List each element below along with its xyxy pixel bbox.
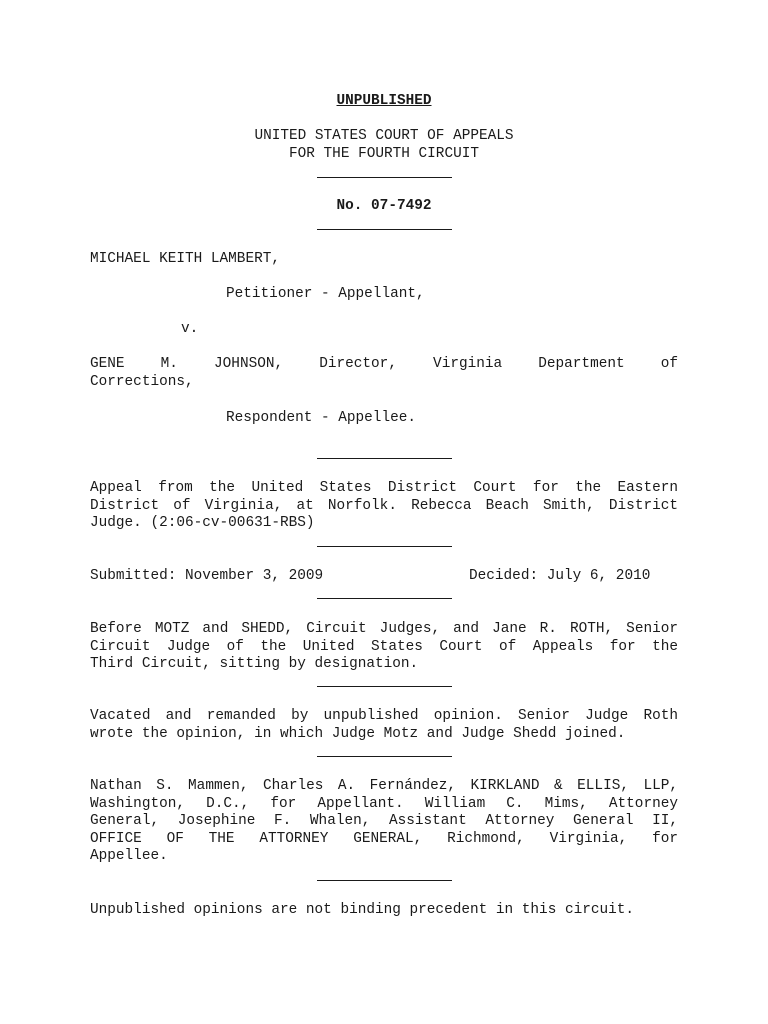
disposition-line: Vacated and remanded by unpublished opinion. Senior Judge Roth	[90, 708, 678, 724]
panel-line: Before MOTZ and SHEDD, Circuit Judges, and Jane R. ROTH, Senior	[90, 621, 678, 637]
respondent-name	[90, 356, 678, 391]
counsel-line: Nathan S. Mammen, Charles A. Fernández, KIRKLAND & ELLIS, LLP,	[90, 778, 678, 794]
disposition-paragraph	[90, 708, 678, 743]
counsel-line: General, Josephine F. Whalen, Assistant Attorney General II,	[90, 813, 678, 830]
unpublished-label: UNPUBLISHED	[336, 93, 432, 109]
appeal-paragraph	[90, 480, 678, 533]
petitioner-name: MICHAEL KEITH LAMBERT,	[90, 251, 280, 267]
appeal-line: District of Virginia, at Norfolk. Rebecca Beach Smith, District	[90, 497, 678, 514]
petitioner-role: Petitioner - Appellant,	[226, 286, 425, 302]
appeal-line: Appeal from the United States District Court for the Eastern	[90, 480, 678, 496]
counsel-line: Appellee.	[90, 848, 168, 865]
divider-rule	[317, 458, 452, 459]
counsel-line: OFFICE OF THE ATTORNEY GENERAL, Richmond, Virginia, for	[90, 830, 678, 847]
divider-rule	[317, 880, 452, 881]
respondent-line: GENE M. JOHNSON, Director, Virginia Department of	[90, 356, 678, 372]
court-name-line2: FOR THE FOURTH CIRCUIT	[289, 146, 479, 162]
submitted-date: Submitted: November 3, 2009	[90, 568, 324, 584]
divider-rule	[317, 229, 452, 230]
counsel-paragraph	[90, 778, 678, 866]
respondent-role: Respondent - Appellee.	[226, 410, 416, 426]
panel-line: Circuit Judge of the United States Court of Appeals for the	[90, 638, 678, 655]
divider-rule	[317, 177, 452, 178]
court-name-line1: UNITED STATES COURT OF APPEALS	[254, 128, 514, 144]
panel-paragraph	[90, 621, 678, 674]
respondent-line: Corrections,	[90, 373, 194, 390]
appeal-line: Judge. (2:06-cv-00631-RBS)	[90, 515, 315, 532]
case-number: No. 07-7492	[336, 198, 432, 214]
disposition-line: wrote the opinion, in which Judge Motz and Judge Shedd joined.	[90, 725, 626, 742]
divider-rule	[317, 598, 452, 599]
divider-rule	[317, 756, 452, 757]
counsel-line: Washington, D.C., for Appellant. William C. Mims, Attorney	[90, 795, 678, 812]
divider-rule	[317, 546, 452, 547]
panel-line: Third Circuit, sitting by designation.	[90, 656, 419, 673]
divider-rule	[317, 686, 452, 687]
versus: v.	[181, 321, 199, 337]
precedent-notice: Unpublished opinions are not binding precedent in this circuit.	[90, 902, 635, 918]
decided-date: Decided: July 6, 2010	[469, 568, 651, 584]
